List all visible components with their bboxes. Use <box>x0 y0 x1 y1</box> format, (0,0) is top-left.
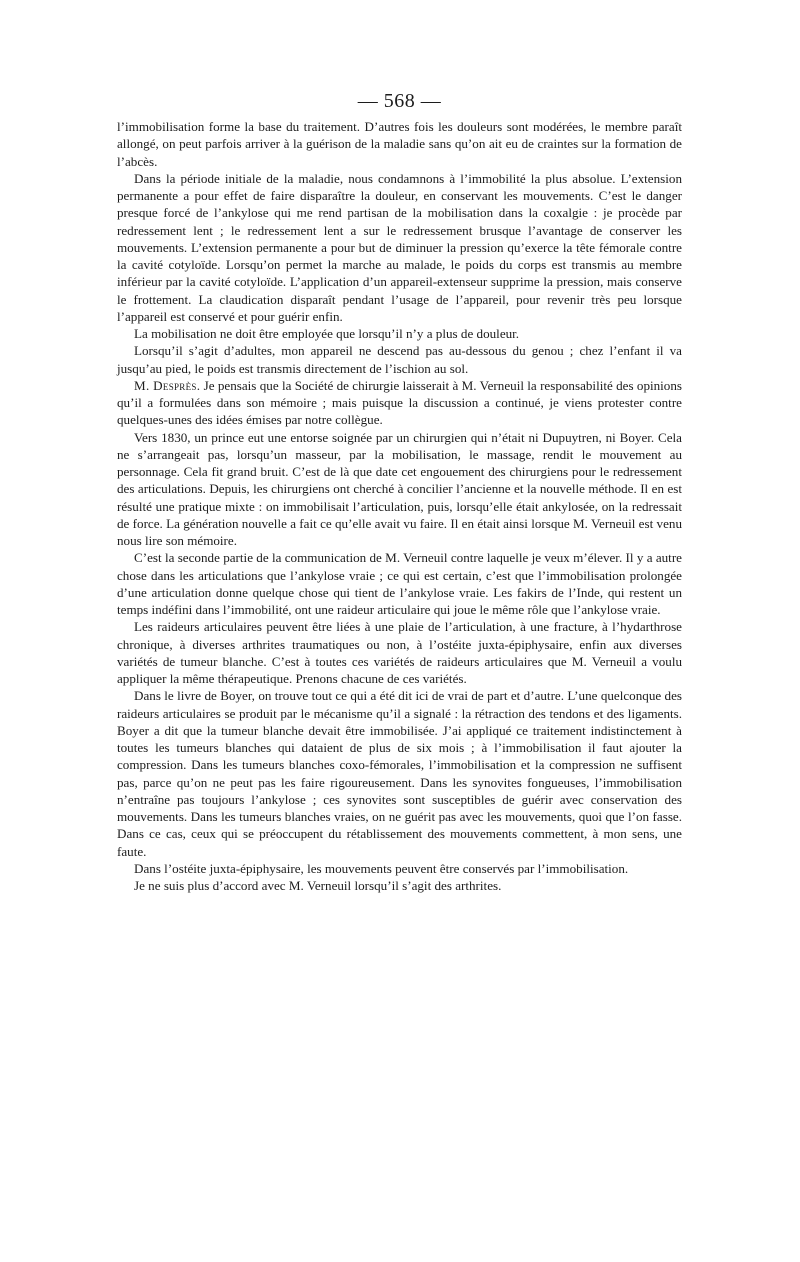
paragraph: l’immobilisation forme la base du traitement. D’autres fois les douleurs sont modérées, le membre paraît allongé, on peut parfois arriver à la guérison de la maladie sans qu’on ait eu de craintes sur la formation de l’abcès. <box>117 119 682 169</box>
paragraph: Dans l’ostéite juxta-épiphysaire, les mouvements peuvent être conservés par l’immobilisation. <box>134 860 629 876</box>
page-number: — 568 — <box>357 90 442 112</box>
paragraph: C’est la seconde partie de la communication de M. Verneuil contre laquelle je veux m’élever. Il y a autre chose dans les articulations que l’ankylose vraie ; ce qui est certain, c’est que l’immobilisation prolongée d’une articulation donne quelque chose qui tient de l’ankylose vraie. Les fakirs de l’Inde, qui restent un temps indéfini dans l’immobilité, ont une raideur articulaire qui joue le même rôle que l’ankylose vraie. <box>117 550 682 617</box>
paragraph: La mobilisation ne doit être employée que lorsqu’il n’y a plus de douleur. <box>134 326 520 341</box>
paragraph-with-speaker <box>117 377 682 429</box>
document-page <box>117 88 682 1218</box>
paragraph: Les raideurs articulaires peuvent être liées à une plaie de l’articulation, à une fracture, à l’hydarthrose chronique, à diverses arthrites traumatiques ou non, à l’ostéite juxta-épiphysaire, enfin aux diverses variétés de tumeur blanche. C’est à toutes ces variétés de raideurs articulaires que M. Verneuil a voulu appliquer la même thérapeutique. Prenons chacune de ces variétés. <box>117 619 682 686</box>
body-text <box>117 118 682 894</box>
paragraph-text: Je pensais que la Société de chirurgie laisserait à M. Verneuil la responsabilité des opinions qu’il a formulées dans son mémoire ; mais puisque la discussion a continué, je viens protester contre quelques-unes des idées émises par notre collègue. <box>117 377 683 428</box>
paragraph: Dans le livre de Boyer, on trouve tout ce qui a été dit ici de vrai de part et d’autre. L’une quelconque des raideurs articulaires se produit par le mécanisme qu’il a signalé : la rétraction des tendons et des ligaments. Boyer a dit que la tumeur blanche devait être immobilisée. J’ai appliqué ce traitement indistinctement à toutes les tumeurs blanches qui dataient de plus de six mois ; à l’immobilisation il faut ajouter la compression. Dans les tumeurs blanches coxo-fémorales, l’immobilisation et la compression ne suffisent pas, parce qu’on ne peut pas les faire rigoureusement. Dans les synovites fongueuses, l’immobilisation n’entraîne pas toujours l’ankylose ; ces synovites sont susceptibles de guérir avec conservation des mouvements. Dans les tumeurs blanches vraies, on ne guérit pas avec les mouvements, quoi que l’on fasse. Dans ce cas, ceux qui se préoccupent du rétablissement des mouvements commettent, à mon sens, une faute. <box>117 688 682 859</box>
speaker-name: M. Desprès. <box>134 377 201 393</box>
paragraph: Vers 1830, un prince eut une entorse soignée par un chirurgien qui n’était ni Dupuytren, ni Boyer. Cela ne s’arrangeait pas, lorsqu’un masseur, par la mobilisation, le massage, rendit le mouvement au personnage. Cela fit grand bruit. C’est de là que date cet engouement des chirurgiens pour le redressement des articulations. Depuis, les chirurgiens ont cherché à concilier l’ancienne et la nouvelle méthode. Il en est résulté une pratique mixte : on immobilisait l’articulation, puis, lorsqu’elle était ankylosée, on la redressait de force. La génération nouvelle a fait ce qu’elle avait vu faire. Il en était ainsi lorsque M. Verneuil est venu nous lire son mémoire. <box>117 429 682 548</box>
paragraph: Lorsqu’il s’agit d’adultes, mon appareil ne descend pas au-dessous du genou ; chez l’enfant il va jusqu’au pied, le poids est transmis directement de l’ischion au sol. <box>117 343 682 376</box>
paragraph: Je ne suis plus d’accord avec M. Verneuil lorsqu’il s’agit des arthrites. <box>134 878 502 893</box>
paragraph: Dans la période initiale de la maladie, nous condamnons à l’immobilité la plus absolue. L’extension permanente a pour effet de faire disparaître la douleur, en conservant les mouvements. C’est le danger presque forcé de l’ankylose qui me rend partisan de la mobilisation dans la coxalgie : je procède par redressement lent ; le redressement lent a sur le redressement brusque l’avantage de conserver les mouvements. L’extension permanente a pour but de diminuer la pression qu’exerce la tête fémorale contre la cavité cotyloïde. Lorsqu’on permet la marche au malade, le poids du corps est transmis au membre inférieur par la cavité cotyloïde. L’application d’un appareil-extenseur supprime la pression, mais conserve le frottement. La claudication disparaît pendant l’usage de l’appareil, pour revenir très peu lorsque l’appareil est conservé et pour guérir enfin. <box>117 170 682 324</box>
